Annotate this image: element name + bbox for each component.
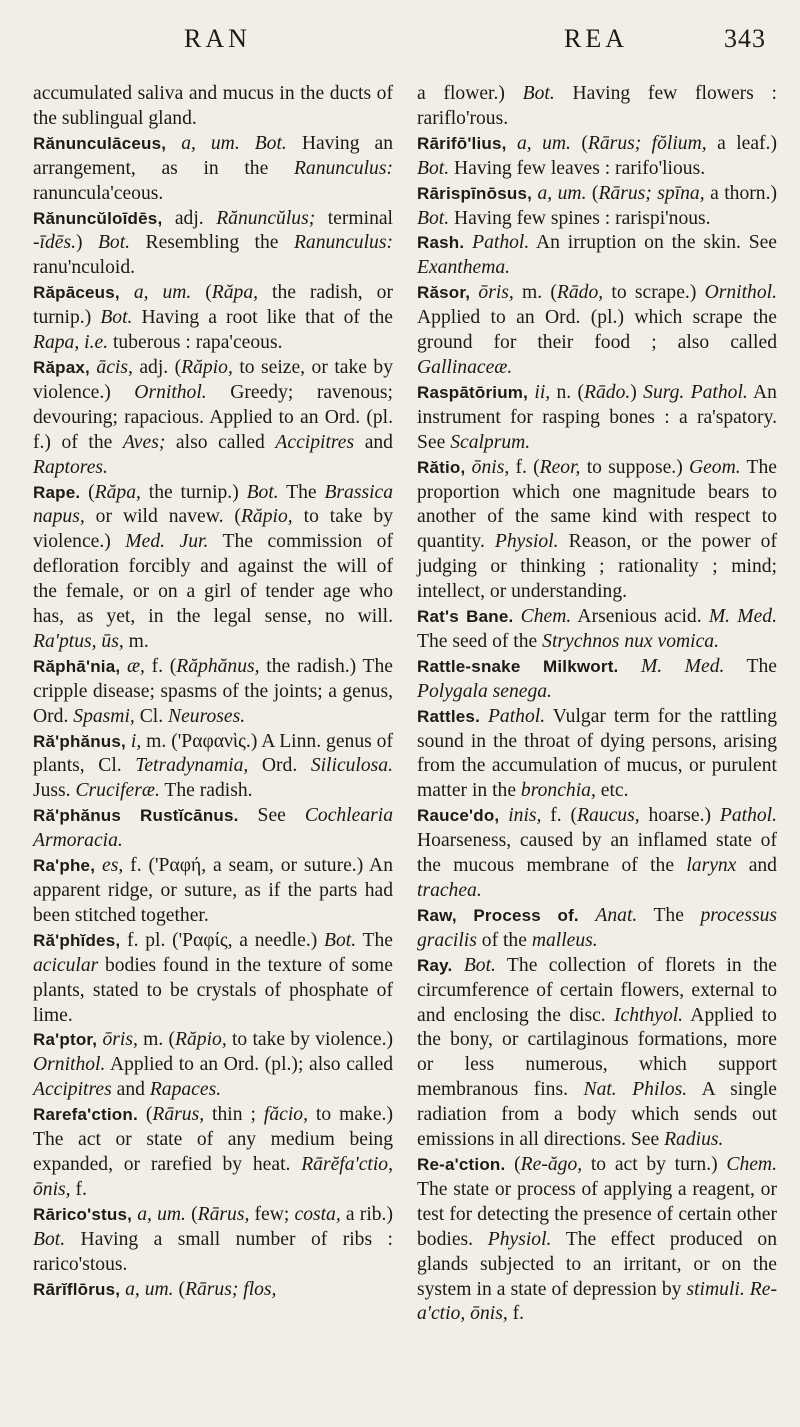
italic-text: acicular xyxy=(33,954,99,976)
italic-text: Rārĕfa'ctio, ōnis, xyxy=(33,1153,393,1200)
definition-text: Having few leaves : rarifo'lious. xyxy=(449,157,706,179)
dictionary-entry xyxy=(417,605,777,655)
dictionary-entry xyxy=(33,804,393,854)
headword: Raspātōrium, xyxy=(417,382,529,402)
definition-text: the radish.) The cripple disease; spasms of the joints; a genus, Ord. xyxy=(33,655,393,727)
definition-text xyxy=(452,955,463,976)
definition-text: and xyxy=(736,855,777,877)
definition-text: Having an arrangement, as in the xyxy=(33,132,393,179)
italic-text: a, um. xyxy=(537,182,587,204)
definition-text: The xyxy=(356,929,393,951)
definition-text: ) xyxy=(630,381,644,403)
definition-text xyxy=(120,656,127,677)
headword: Rārispīnōsus, xyxy=(417,183,533,203)
definition-text: to act by turn.) xyxy=(582,1153,727,1175)
dictionary-entry xyxy=(417,456,777,605)
italic-text: Răpa, xyxy=(211,282,259,304)
definition-text: a flower.) xyxy=(417,83,523,104)
definition-text: The radish. xyxy=(159,780,253,802)
definition-text: to take by violence.) xyxy=(33,506,393,553)
definition-text: Hoarseness, caused by an inflamed state of the mucous membrane of the xyxy=(417,830,777,877)
definition-text: The effect produced on glands subjected to an irritant, or on the system in a state of depression by xyxy=(417,1228,777,1300)
italic-text: Ranunculus: xyxy=(293,157,393,179)
headword: Rat's Bane. xyxy=(417,607,514,627)
italic-text: Surg. Pathol. xyxy=(643,381,748,403)
italic-text: Rādo, xyxy=(556,282,604,304)
italic-text: es, xyxy=(102,855,124,877)
dictionary-entry xyxy=(417,804,777,904)
definition-text: See xyxy=(238,805,305,827)
definition-text: Applied to an Ord. (pl.) which scrape the ground for their food ; also called xyxy=(417,307,777,354)
italic-text: inis, xyxy=(508,805,542,827)
entry-continuation xyxy=(33,82,393,132)
italic-text: Cochlearia Armoracia. xyxy=(33,805,393,852)
italic-text: Anat. xyxy=(595,904,638,926)
dictionary-entry xyxy=(417,281,777,381)
headword: Re-a'ction. xyxy=(417,1154,506,1174)
page-number: 343 xyxy=(724,24,766,53)
italic-text: Rārus; fŏlium, xyxy=(587,132,707,154)
italic-text: Rapa, i.e. xyxy=(33,332,109,354)
definition-text: accumulated saliva and mucus in the ducts of the sublingual gland. xyxy=(33,83,393,129)
headword: Rattles. xyxy=(417,706,481,726)
italic-text: trachea. xyxy=(417,880,482,901)
definition-text: f. ( xyxy=(509,456,540,478)
dictionary-entry xyxy=(33,132,393,207)
italic-text: processus gracilis xyxy=(417,904,778,951)
italic-text: Raucus, xyxy=(577,805,640,827)
definition-text: The xyxy=(637,904,701,926)
italic-text: Ichthyol. xyxy=(613,1004,684,1026)
dictionary-entry xyxy=(417,1153,777,1327)
definition-text: the radish, or turnip.) xyxy=(33,282,393,329)
right-column xyxy=(417,82,777,1327)
italic-text: Pathol. xyxy=(487,705,546,727)
italic-text: Nat. Philos. xyxy=(583,1079,688,1101)
italic-text: Polygala senega. xyxy=(417,680,552,702)
definition-text: The xyxy=(278,481,325,503)
italic-text: Gallinaceæ. xyxy=(417,356,513,378)
dictionary-entry xyxy=(33,481,393,655)
definition-text: a leaf.) xyxy=(706,132,777,154)
dictionary-entry xyxy=(33,929,393,1029)
definition-text: to suppose.) xyxy=(580,456,689,478)
definition-text: Applied to an Ord. (pl.); also called xyxy=(105,1054,393,1076)
italic-text: Ra'ptus, ūs, xyxy=(33,630,124,652)
definition-text: adj. xyxy=(162,207,217,229)
italic-text: Physiol. xyxy=(494,531,559,553)
italic-text: Bot. xyxy=(417,157,450,179)
italic-text: Geom. xyxy=(688,456,741,478)
definition-text: bodies found in the texture of some plants, stated to be crystals of phosphate of lime. xyxy=(33,954,393,1026)
italic-text: Răpio, xyxy=(175,1029,227,1051)
italic-text: făcio, xyxy=(263,1104,308,1126)
definition-text xyxy=(618,656,640,677)
definition-text: a thorn.) xyxy=(704,182,777,204)
italic-text: Brassica napus, xyxy=(33,481,394,528)
italic-text: ii, xyxy=(534,381,551,403)
headword: Rarefa'ction. xyxy=(33,1105,138,1125)
dictionary-entry xyxy=(33,207,393,282)
definition-text: An instrument for rasping bones : a ra'spatory. See xyxy=(417,381,777,453)
italic-text: Chem. xyxy=(520,606,572,628)
italic-text: Răpa, xyxy=(94,481,141,503)
headword: Ră'phĭdes, xyxy=(33,930,121,950)
italic-text: M. Med. xyxy=(640,655,725,677)
definition-text: of the xyxy=(476,929,532,951)
headword: Rārico'stus, xyxy=(33,1204,133,1224)
headword: Rănunculāceus, xyxy=(33,133,167,153)
italic-text: Rārus; flos, xyxy=(185,1278,277,1300)
definition-text xyxy=(480,706,488,727)
italic-text: Pathol. xyxy=(719,805,778,827)
italic-text: Med. Jur. xyxy=(125,531,209,553)
definition-text xyxy=(120,282,134,303)
dictionary-entry xyxy=(33,1278,393,1303)
italic-text: malleus. xyxy=(531,929,598,951)
definition-text: ( xyxy=(586,182,599,204)
headword: Rănuncŭloīdēs, xyxy=(33,208,163,228)
definition-text: f. ( xyxy=(541,805,578,827)
italic-text: Spasmi, xyxy=(73,705,135,727)
italic-text: Bot. xyxy=(417,207,450,229)
italic-text: ācis, xyxy=(96,356,133,378)
italic-text: Ranunculus: xyxy=(293,232,393,254)
italic-text: Bot. xyxy=(463,954,496,976)
italic-text: a, um. xyxy=(125,1278,174,1300)
definition-text: few; xyxy=(249,1203,295,1225)
italic-text: a, um. xyxy=(137,1203,186,1225)
running-head-right: REA xyxy=(564,24,628,53)
italic-text: Rănuncŭlus; xyxy=(216,207,316,229)
definition-text: adj. ( xyxy=(132,356,182,378)
italic-text: Reor, xyxy=(539,456,581,478)
headword: Răsor, xyxy=(417,283,471,303)
italic-text: stimuli. Re-a'ctio, ōnis, xyxy=(417,1278,777,1325)
italic-text: Siliculosa. xyxy=(310,755,393,777)
definition-text: ( xyxy=(185,1203,198,1225)
italic-text: Bot. xyxy=(100,307,133,329)
definition-text xyxy=(499,805,508,826)
definition-text: and xyxy=(111,1079,150,1101)
definition-text: Having a small number of ribs : rarico'stous. xyxy=(33,1228,393,1275)
headword: Rape. xyxy=(33,482,81,502)
dictionary-entry xyxy=(417,904,777,954)
definition-text: ( xyxy=(191,282,212,304)
italic-text: Chem. xyxy=(726,1153,777,1175)
definition-text: Resembling the xyxy=(130,232,294,254)
italic-text: Bot. xyxy=(246,481,279,503)
italic-text: a, um. xyxy=(133,282,192,304)
italic-text: Cruciferæ. xyxy=(75,780,160,802)
definition-text: or wild navew. ( xyxy=(84,506,241,528)
italic-text: Accipitres xyxy=(275,431,355,453)
italic-text: Tetradynamia, xyxy=(135,755,249,777)
headword: Ra'ptor, xyxy=(33,1030,98,1050)
italic-text: Radius. xyxy=(664,1129,724,1151)
headword: Ra'phe, xyxy=(33,856,96,876)
definition-text: f. pl. ('Ραφίς, a needle.) xyxy=(120,929,325,951)
definition-text: Having a root like that of the xyxy=(132,307,393,329)
definition-text: ranuncula'ceous. xyxy=(33,182,164,204)
headword: Rauce'do, xyxy=(417,806,500,826)
definition-text: Reason, or the power of judging or thinking ; rationality ; mind; intellect, or understanding. xyxy=(417,531,777,603)
definition-text: ( xyxy=(570,132,588,154)
dictionary-entry xyxy=(33,655,393,730)
definition-text: etc. xyxy=(595,780,629,802)
definition-text: to take by violence.) xyxy=(226,1029,393,1051)
dictionary-entry xyxy=(33,1028,393,1103)
dictionary-entry xyxy=(33,356,393,481)
italic-text: ōnis, xyxy=(471,456,510,478)
definition-text: tuberous : rapa'ceous. xyxy=(108,332,283,354)
definition-text: The collection of florets in the circumference of certain flowers, external to and enclosing the disc. xyxy=(417,954,777,1026)
italic-text: Accipitres xyxy=(33,1079,112,1101)
italic-text: Exanthema. xyxy=(417,257,511,279)
dictionary-entry xyxy=(417,954,777,1153)
italic-text: Ornithol. xyxy=(33,1054,106,1076)
dictionary-entry xyxy=(417,705,777,805)
definition-text: m. ( xyxy=(513,282,557,304)
definition-text: A single radiation from a body which sends out emissions in all directions. See xyxy=(417,1079,777,1151)
entry-continuation xyxy=(417,82,777,132)
definition-text: also called xyxy=(165,431,276,453)
definition-text: Vulgar term for the rattling sound in the throat of dying persons, arising from the accumulation of mucus, or purulent matter in the xyxy=(417,705,777,802)
definition-text: Greedy; ravenous; devouring; rapacious. Applied to an Ord. (pl. f.) of the xyxy=(33,381,393,453)
definition-text xyxy=(166,133,181,154)
definition-text: thin ; xyxy=(204,1104,264,1126)
headword: Rārĭflōrus, xyxy=(33,1279,121,1299)
italic-text: Răphănus, xyxy=(176,655,260,677)
definition-text: f. ( xyxy=(144,655,177,677)
headword: Rārifō'lius, xyxy=(417,133,507,153)
definition-text: ( xyxy=(137,1104,153,1126)
dictionary-entry xyxy=(33,281,393,356)
italic-text: æ, xyxy=(126,655,145,677)
dictionary-entry xyxy=(417,655,777,705)
italic-text: Pathol. xyxy=(472,232,530,254)
italic-text: Rārus; spīna, xyxy=(598,182,705,204)
italic-text: i, xyxy=(130,730,142,752)
definition-text: m. ('Ραφανὶς.) A Linn. genus of plants, Cl. xyxy=(33,730,393,777)
definition-text: terminal xyxy=(315,207,394,229)
italic-text: Rārus, xyxy=(152,1104,205,1126)
headword: Ră'phănus, xyxy=(33,731,126,751)
definition-text: Arsenious acid. xyxy=(571,606,709,628)
definition-text: the turnip.) xyxy=(140,481,247,503)
italic-text: M. Med. xyxy=(708,606,777,628)
headword: Rătio, xyxy=(417,457,466,477)
italic-text: Rārus, xyxy=(197,1203,250,1225)
definition-text xyxy=(464,232,472,253)
italic-text: Neuroses. xyxy=(168,705,246,727)
headword: Răphā'nia, xyxy=(33,656,121,676)
definition-text: Having few spines : rarispi'nous. xyxy=(449,207,711,229)
definition-text: f. xyxy=(507,1303,525,1325)
italic-text: Bot. xyxy=(324,929,357,951)
definition-text xyxy=(95,855,102,876)
definition-text: An irruption on the skin. See xyxy=(529,232,777,254)
definition-text: The commission of defloration forcibly and against the will of the female, or on a girl of tender age who has, as yet, in the legal sense, no will. xyxy=(33,531,393,628)
italic-text: Scalprum. xyxy=(450,431,531,453)
italic-text: -īdēs. xyxy=(33,232,76,254)
italic-text: ōris, xyxy=(102,1029,138,1051)
headword: Rash. xyxy=(417,233,465,253)
italic-text: larynx xyxy=(686,855,737,877)
definition-text: ( xyxy=(80,481,95,503)
definition-text: The seed of the xyxy=(417,630,543,652)
definition-text: n. ( xyxy=(550,381,585,403)
headword: Ră'phănus Rustĭcānus. xyxy=(33,806,239,826)
definition-text: The state or process of applying a reagent, or test for detecting the presence of certain other bodies. xyxy=(417,1178,777,1250)
headword: Răpāceus, xyxy=(33,283,120,303)
italic-text: ōris, xyxy=(478,282,514,304)
definition-text xyxy=(579,905,596,926)
running-head-left: RAN xyxy=(184,24,251,53)
italic-text: Bot. xyxy=(33,1228,66,1250)
definition-text: Ord. xyxy=(248,755,311,777)
italic-text: Rādo. xyxy=(584,381,631,403)
definition-text: a rib.) xyxy=(340,1203,393,1225)
italic-text: Re-ăgo, xyxy=(520,1153,583,1175)
definition-text: m. ( xyxy=(137,1029,176,1051)
definition-text: ( xyxy=(173,1278,186,1300)
italic-text: Bot. xyxy=(97,232,131,254)
italic-text: Bot. xyxy=(522,83,555,104)
definition-text: to make.) The act or state of any medium being expanded, or rarefied by heat. xyxy=(33,1104,393,1175)
definition-text: The xyxy=(724,655,777,677)
definition-text: m. xyxy=(123,630,149,652)
dictionary-entry xyxy=(33,1103,393,1203)
headword: Rattle-snake Milkwort. xyxy=(417,656,619,676)
italic-text: Ornithol. xyxy=(704,282,777,304)
headword: Raw, Process of. xyxy=(417,905,579,925)
italic-text: Rapaces. xyxy=(149,1079,222,1101)
definition-text: to scrape.) xyxy=(603,282,705,304)
definition-text: The proportion which one magnitude bears to another of the same kind with respect to quantity. xyxy=(417,456,777,553)
italic-text: Răpio, xyxy=(240,506,293,528)
definition-text xyxy=(513,606,520,627)
italic-text: Raptores. xyxy=(33,456,108,478)
dictionary-entry xyxy=(417,132,777,182)
dictionary-entry xyxy=(33,1203,393,1278)
italic-text: Aves; xyxy=(122,431,166,453)
definition-text: Applied to the bony, or cartilaginous formations, more or less numerous, which support membranous fins. xyxy=(417,1004,777,1101)
definition-text: ( xyxy=(505,1153,521,1175)
definition-text: f. ('Ραφή, a seam, or suture.) An apparent ridge, or suture, as if the parts had been stitched together. xyxy=(33,855,393,926)
italic-text: Strychnos nux vomica. xyxy=(542,630,719,652)
definition-text: to seize, or take by violence.) xyxy=(33,356,393,403)
dictionary-entry xyxy=(417,231,777,281)
definition-text: f. xyxy=(70,1178,87,1200)
dictionary-entry xyxy=(33,730,393,805)
definition-text: ) xyxy=(76,232,98,254)
headword: Ray. xyxy=(417,955,453,975)
italic-text: a, um. Bot. xyxy=(181,132,287,154)
definition-text: and xyxy=(354,431,393,453)
dictionary-entry xyxy=(417,381,777,456)
italic-text: costa, xyxy=(294,1203,341,1225)
italic-text: a, um. xyxy=(517,132,571,154)
left-column xyxy=(33,82,393,1302)
dictionary-entry xyxy=(33,854,393,929)
definition-text: hoarse.) xyxy=(639,805,720,827)
italic-text: Răpio, xyxy=(181,356,233,378)
definition-text: Juss. xyxy=(33,780,76,802)
definition-text: Cl. xyxy=(134,705,169,727)
italic-text: Physiol. xyxy=(487,1228,552,1250)
definition-text xyxy=(507,133,517,154)
headword: Răpax, xyxy=(33,357,90,377)
italic-text: bronchia, xyxy=(520,780,596,802)
italic-text: Ornithol. xyxy=(134,381,207,403)
dictionary-entry xyxy=(417,182,777,232)
definition-text: ranu'nculoid. xyxy=(33,257,136,279)
definition-text: Having few flowers : rariflo'rous. xyxy=(417,83,777,129)
